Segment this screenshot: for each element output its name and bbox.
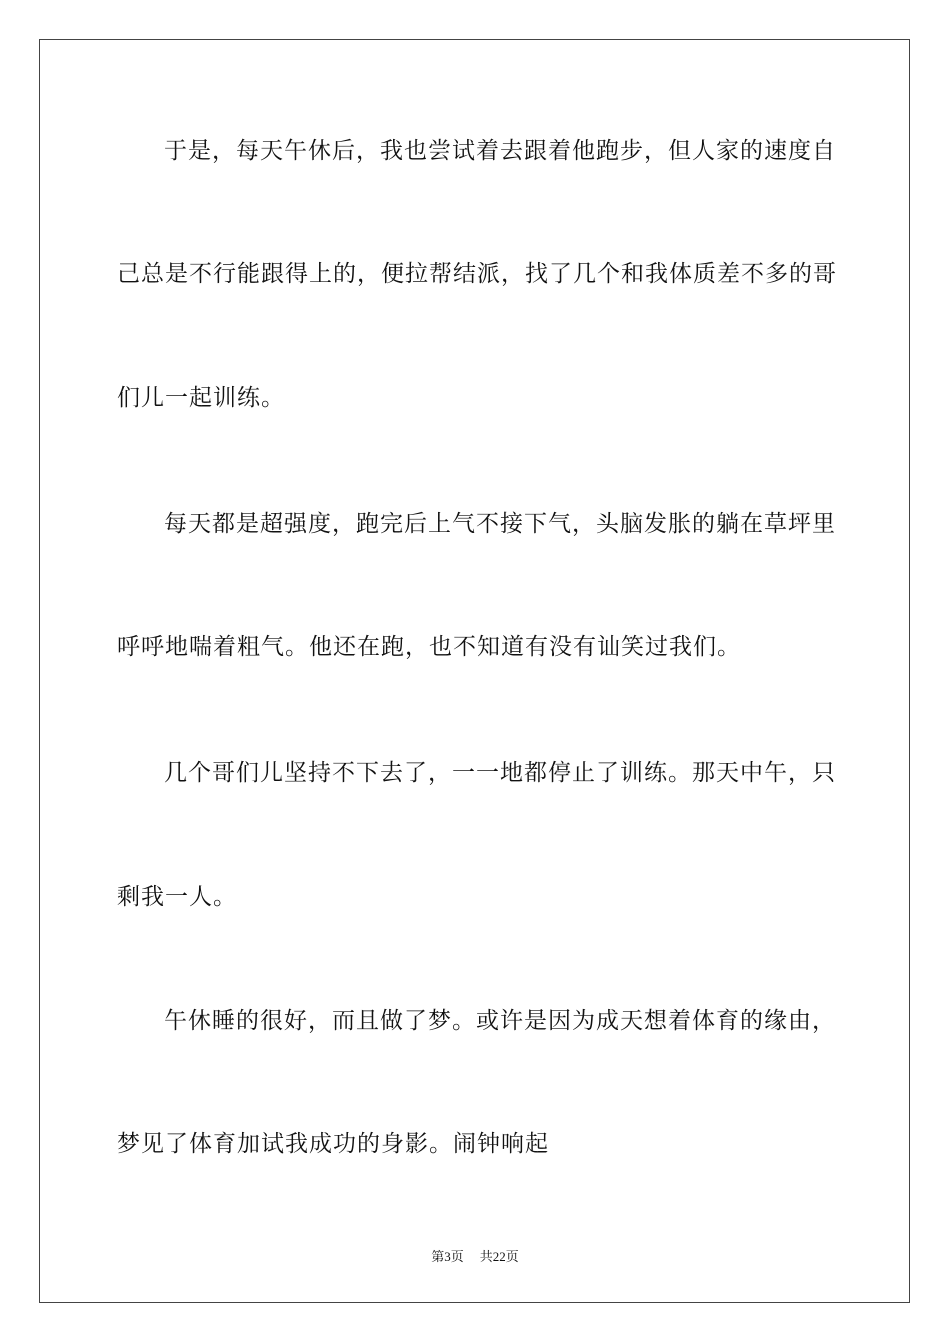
paragraph-2-line-1: 每天都是超强度，跑完后上气不接下气，头脑发胀的躺在草坪里 <box>164 511 836 537</box>
paragraph-3-line-2: 剩我一人。 <box>117 884 237 910</box>
page-number: 第3页 <box>431 1249 464 1264</box>
paragraph-1-line-3: 们儿一起训练。 <box>117 385 285 411</box>
paragraph-2-line-2: 呼呼地喘着粗气。他还在跑，也不知道有没有讪笑过我们。 <box>117 634 741 660</box>
page-total: 共22页 <box>479 1249 519 1264</box>
page-border <box>39 39 910 1303</box>
paragraph-3-line-1: 几个哥们儿坚持不下去了，一一地都停止了训练。那天中午，只 <box>164 760 836 786</box>
paragraph-1-line-1: 于是，每天午休后，我也尝试着去跟着他跑步，但人家的速度自 <box>164 138 836 164</box>
page-footer <box>0 1248 950 1266</box>
paragraph-1-line-2: 己总是不行能跟得上的，便拉帮结派，找了几个和我体质差不多的哥 <box>117 261 837 287</box>
paragraph-4-line-2: 梦见了体育加试我成功的身影。闹钟响起 <box>117 1131 549 1157</box>
paragraph-4-line-1: 午休睡的很好，而且做了梦。或许是因为成天想着体育的缘由， <box>164 1008 836 1034</box>
